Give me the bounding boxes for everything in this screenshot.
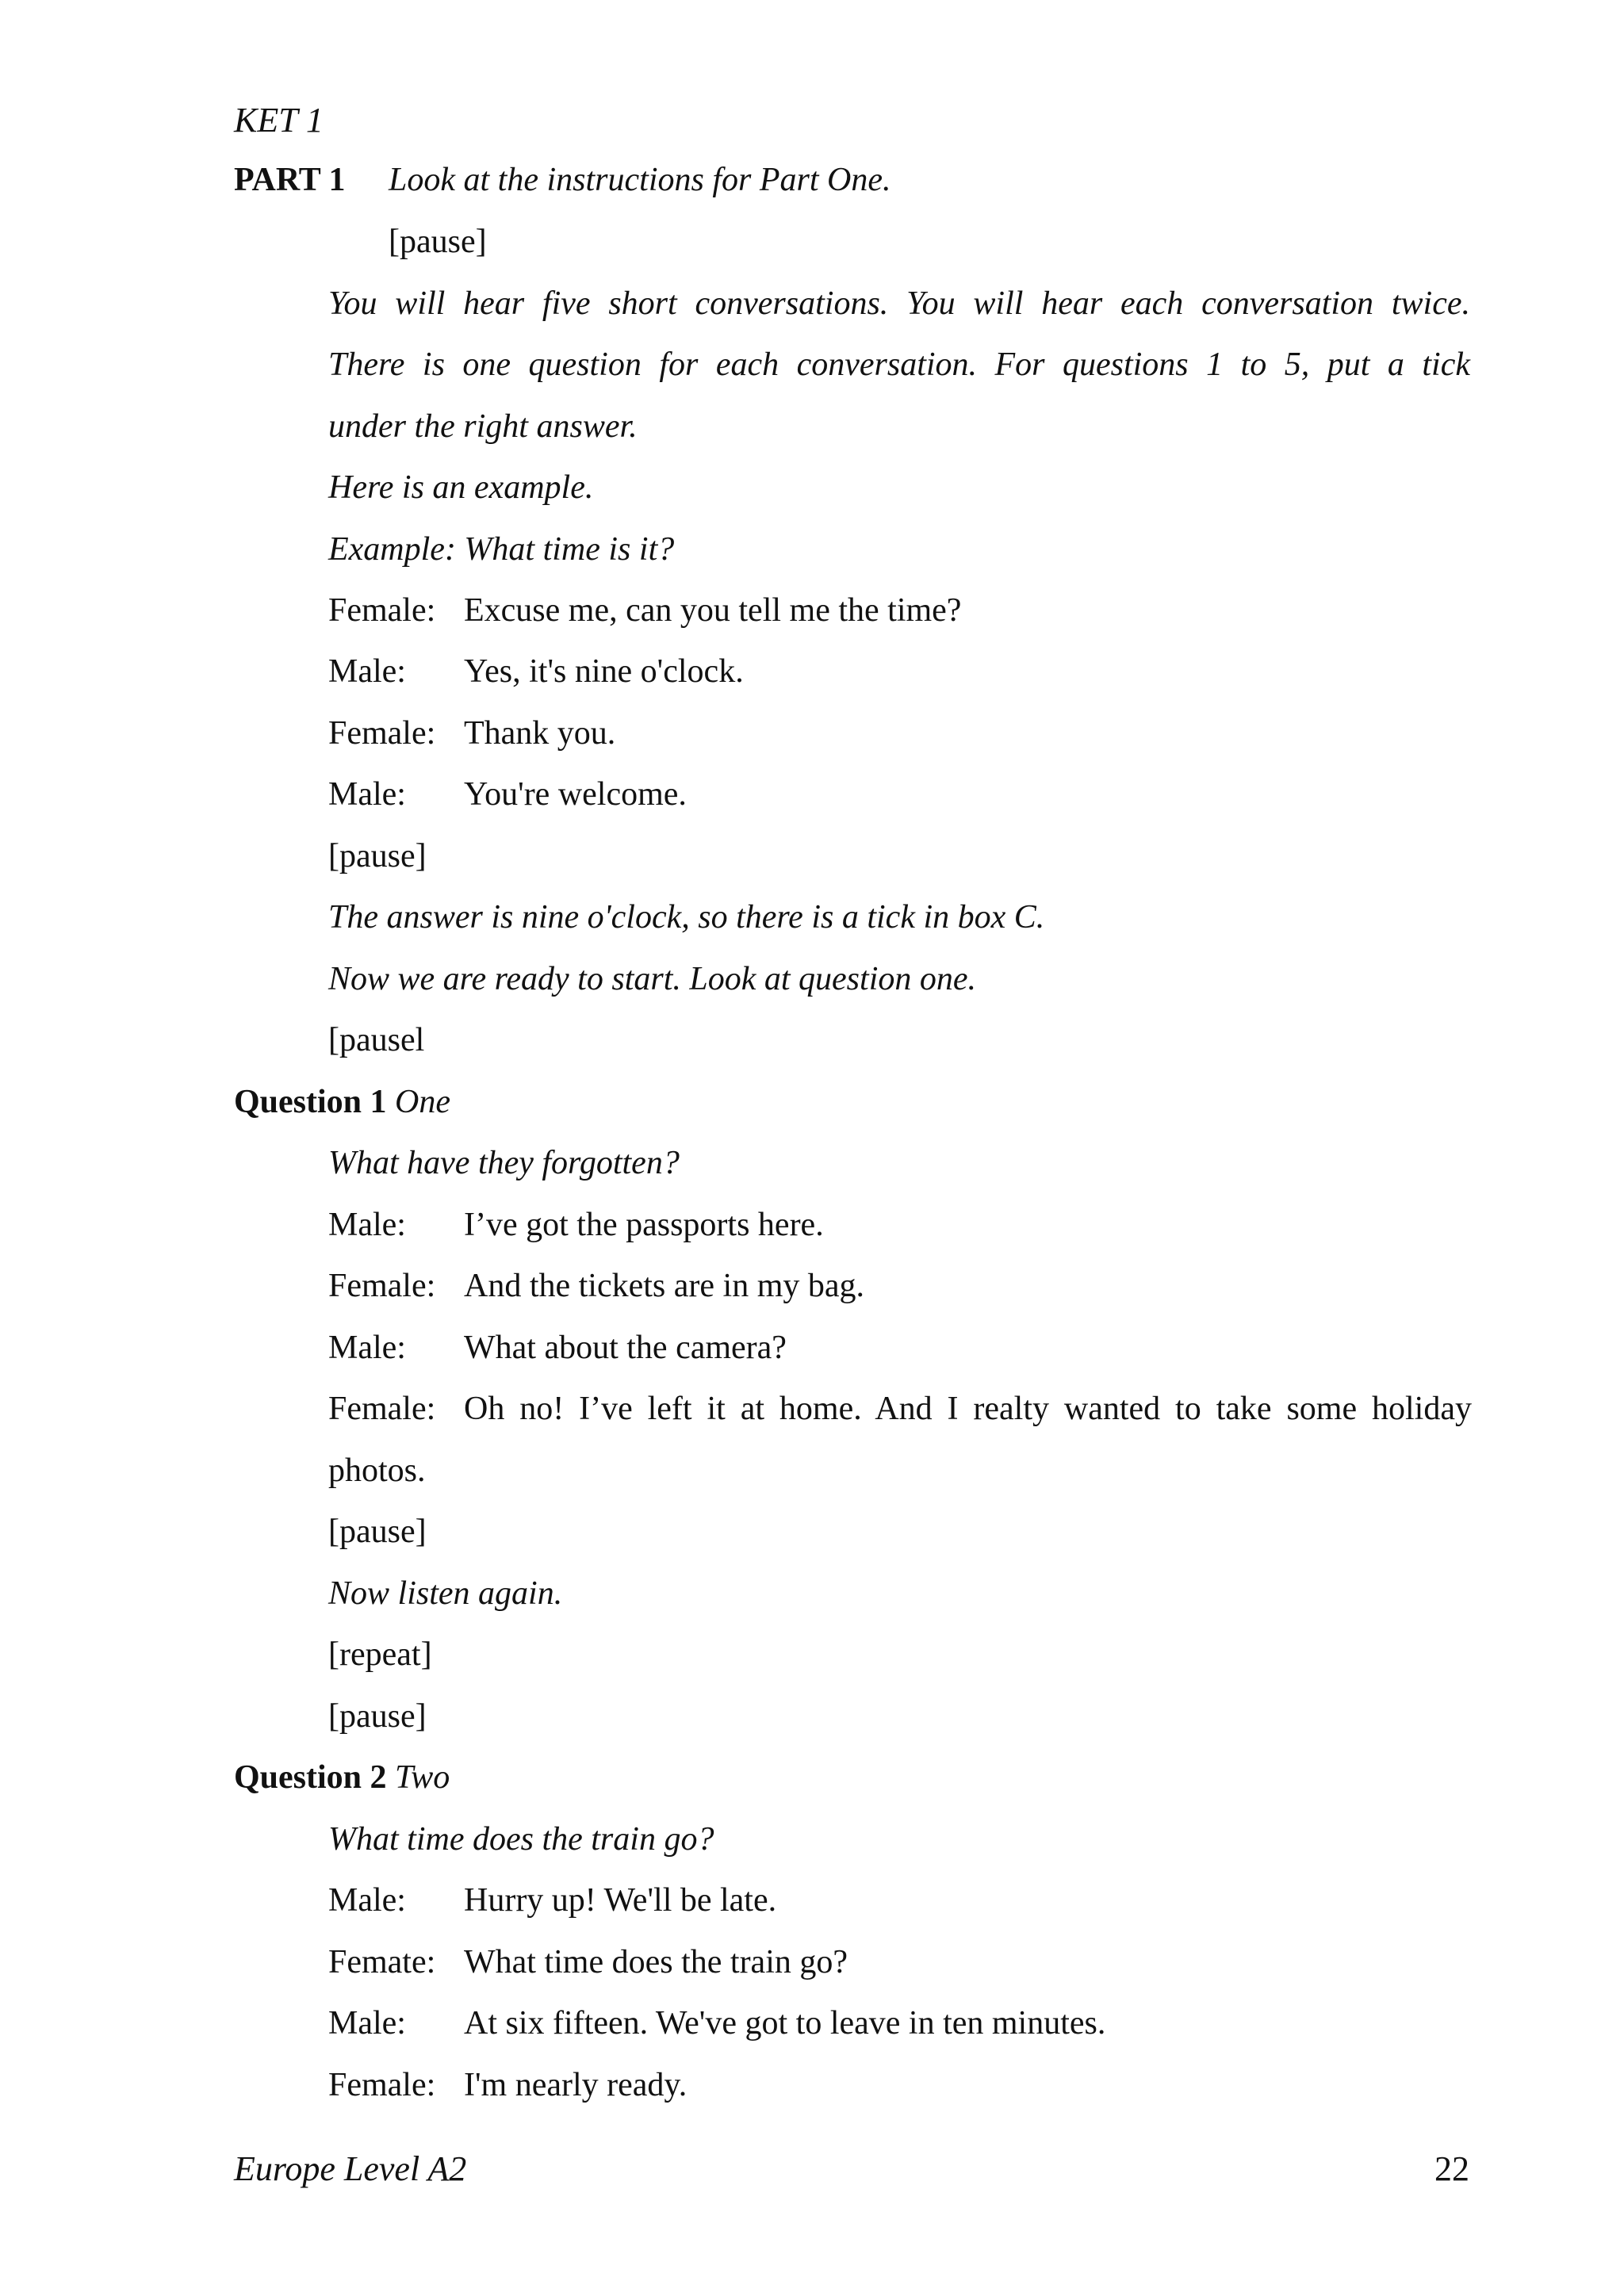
question-prompt: What time does the train go?	[328, 1821, 714, 1858]
utterance: You're welcome.	[464, 776, 687, 813]
utterance: Excuse me, can you tell me the time?	[464, 592, 962, 629]
question-label: Question 2	[234, 1759, 387, 1796]
speaker-label: Male:	[328, 1882, 406, 1919]
speaker-label: Female:	[328, 2067, 436, 2103]
question-number-word: One	[395, 1084, 451, 1120]
example-question: Example: What time is it?	[328, 531, 675, 568]
question-heading	[234, 1761, 450, 1794]
speaker-label: Male:	[328, 2005, 406, 2042]
listen-again-note: Now listen again.	[328, 1575, 563, 1612]
intro-line-1: You will hear five short conversations. You will hear each conversation twice.	[328, 285, 1470, 322]
question-heading	[234, 1085, 450, 1119]
speaker-label: Female:	[328, 715, 436, 752]
intro-line-3: under the right answer.	[328, 408, 638, 445]
ready-note: Now we are ready to start. Look at question one.	[328, 961, 977, 997]
utterance: Hurry up! We'll be late.	[464, 1882, 777, 1919]
example-intro: Here is an example.	[328, 469, 594, 506]
part-instruction: Look at the instructions for Part One.	[389, 162, 891, 198]
utterance: I’ve got the passports here.	[464, 1207, 824, 1243]
question-label: Question 1	[234, 1084, 387, 1120]
pause-marker: [pause]	[328, 1698, 427, 1735]
page-number: 22	[1434, 2149, 1469, 2188]
repeat-marker: [repeat]	[328, 1636, 432, 1673]
utterance: Thank you.	[464, 715, 616, 752]
pause-marker: [pause]	[328, 838, 427, 874]
utterance: I'm nearly ready.	[464, 2067, 688, 2103]
utterance: And the tickets are in my bag.	[464, 1268, 865, 1304]
speaker-label: Male:	[328, 653, 406, 690]
intro-line-2: There is one question for each conversation. For questions 1 to 5, put a tick	[328, 346, 1470, 383]
utterance: What about the camera?	[464, 1330, 787, 1366]
speaker-label: Femate:	[328, 1944, 436, 1980]
document-title: KET 1	[234, 101, 324, 140]
part-label: PART 1	[234, 162, 346, 198]
utterance: What time does the train go?	[464, 1944, 848, 1980]
speaker-label: Female:	[328, 592, 436, 629]
question-number-word: Two	[395, 1759, 450, 1796]
pause-marker: [pause]	[389, 224, 487, 260]
speaker-label: Female:	[328, 1391, 436, 1427]
utterance: Oh no! I’ve left it at home. And I realty wanted to take some holiday	[464, 1391, 1472, 1427]
utterance: Yes, it's nine o'clock.	[464, 653, 744, 690]
speaker-label: Female:	[328, 1268, 436, 1304]
footer-level: Europe Level A2	[234, 2149, 467, 2188]
utterance-continuation: photos.	[328, 1452, 426, 1489]
question-prompt: What have they forgotten?	[328, 1145, 680, 1181]
speaker-label: Male:	[328, 1330, 406, 1366]
utterance: At six fifteen. We've got to leave in ten minutes.	[464, 2005, 1106, 2042]
pause-marker: [pause]	[328, 1513, 427, 1550]
answer-note: The answer is nine o'clock, so there is a tick in box C.	[328, 899, 1045, 936]
speaker-label: Male:	[328, 1207, 406, 1243]
pause-marker: [pausel	[328, 1022, 425, 1058]
speaker-label: Male:	[328, 776, 406, 813]
